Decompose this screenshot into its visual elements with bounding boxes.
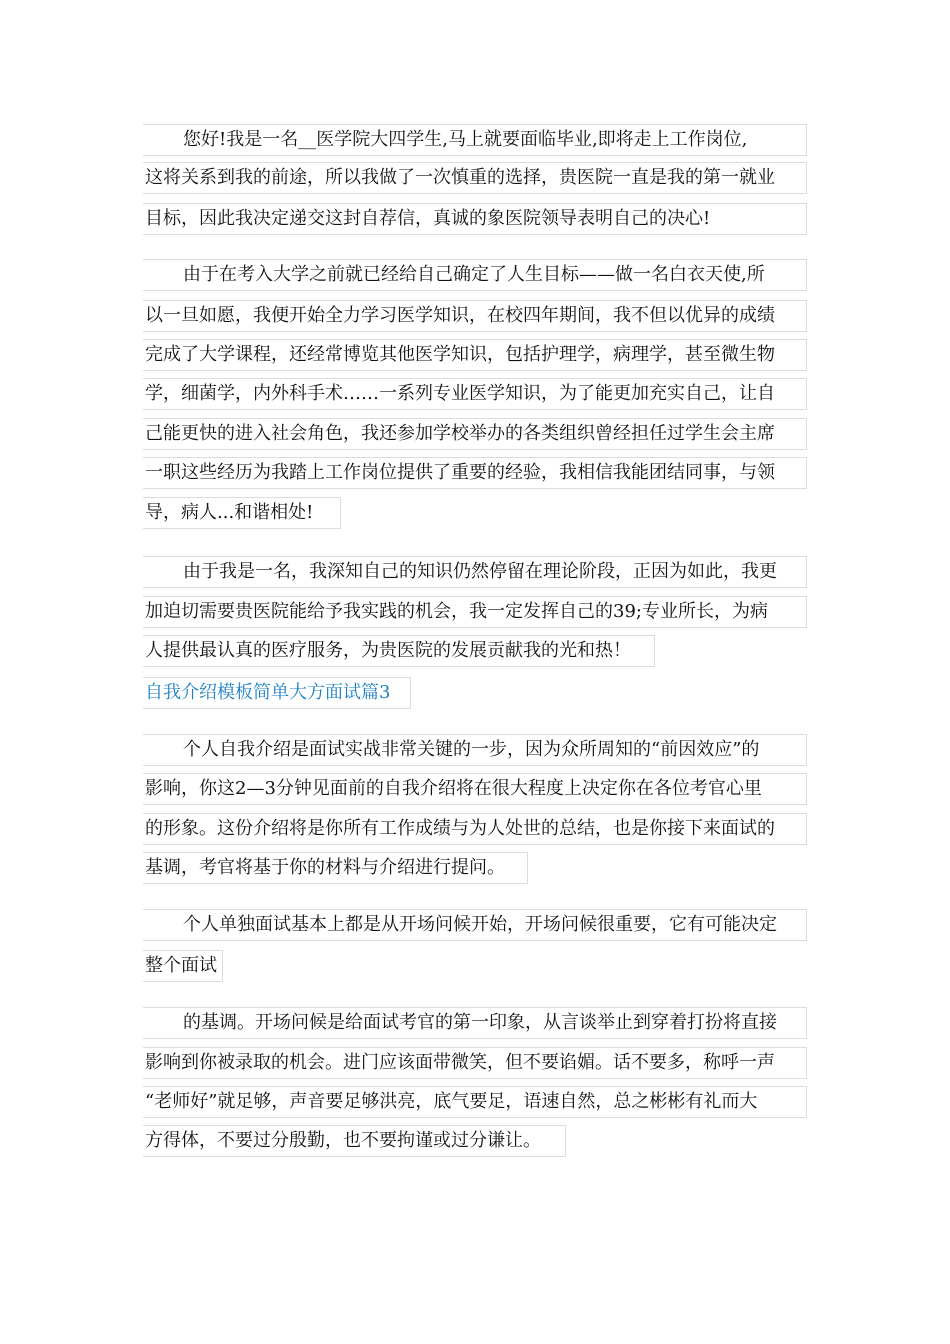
paragraph-line: 的基调。开场问候是给面试考官的第一印象，从言谈举止到穿着打扮将直接 (143, 1007, 807, 1039)
paragraph-line: 您好!我是一名__医学院大四学生,马上就要面临毕业,即将走上工作岗位, (143, 124, 807, 156)
paragraph-line: 目标，因此我决定递交这封自荐信，真诚的象医院领导表明自己的决心! (143, 203, 807, 235)
paragraph-line: 影响，你这2—3分钟见面前的自我介绍将在很大程度上决定你在各位考官心里 (143, 773, 807, 805)
paragraph-line: 以一旦如愿，我便开始全力学习医学知识，在校四年期间，我不但以优异的成绩 (143, 300, 807, 332)
paragraph-line: 完成了大学课程，还经常博览其他医学知识，包括护理学，病理学，甚至微生物 (143, 339, 807, 371)
paragraph-line: 影响到你被录取的机会。进门应该面带微笑，但不要谄媚。话不要多，称呼一声 (143, 1047, 807, 1079)
paragraph-line: 学，细菌学，内外科手术……一系列专业医学知识，为了能更加充实自己，让自 (143, 378, 807, 410)
paragraph-line: 个人自我介绍是面试实战非常关键的一步，因为众所周知的“前因效应”的 (143, 734, 807, 766)
paragraph-line: 个人单独面试基本上都是从开场问候开始，开场问候很重要，它有可能决定 (143, 909, 807, 941)
section-heading: 自我介绍模板简单大方面试篇3 (143, 677, 411, 709)
paragraph-line: “老师好”就足够，声音要足够洪亮，底气要足，语速自然，总之彬彬有礼而大 (143, 1086, 807, 1118)
paragraph-line: 方得体，不要过分殷勤，也不要拘谨或过分谦让。 (143, 1125, 566, 1157)
paragraph-line: 一职这些经历为我踏上工作岗位提供了重要的经验，我相信我能团结同事，与领 (143, 457, 807, 489)
paragraph-line: 这将关系到我的前途，所以我做了一次慎重的选择，贵医院一直是我的第一就业 (143, 162, 807, 194)
paragraph-line: 由于在考入大学之前就已经给自己确定了人生目标——做一名白衣天使,所 (143, 259, 807, 291)
paragraph-line: 的形象。这份介绍将是你所有工作成绩与为人处世的总结，也是你接下来面试的 (143, 813, 807, 845)
paragraph-line: 人提供最认真的医疗服务，为贵医院的发展贡献我的光和热！ (143, 635, 655, 667)
paragraph-line: 整个面试 (143, 950, 223, 982)
paragraph-line: 由于我是一名，我深知自己的知识仍然停留在理论阶段，正因为如此，我更 (143, 556, 807, 588)
paragraph-line: 己能更快的进入社会角色，我还参加学校举办的各类组织曾经担任过学生会主席 (143, 418, 807, 450)
paragraph-line: 加迫切需要贵医院能给予我实践的机会，我一定发挥自己的39;专业所长，为病 (143, 596, 807, 628)
paragraph-line: 导，病人...和谐相处! (143, 497, 341, 529)
paragraph-line: 基调，考官将基于你的材料与介绍进行提问。 (143, 852, 528, 884)
